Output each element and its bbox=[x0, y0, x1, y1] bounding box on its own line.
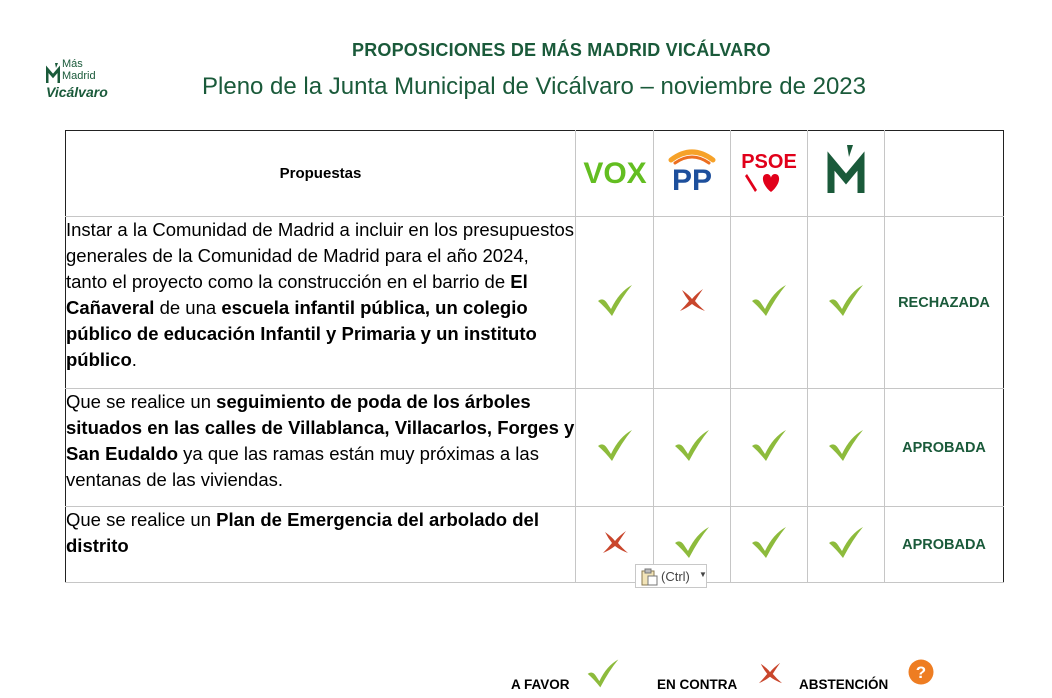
chevron-down-icon: ▼ bbox=[699, 570, 707, 579]
table-header-row bbox=[66, 131, 1004, 217]
vote-vox bbox=[576, 217, 654, 389]
proposal-text-part: Instar a la Comunidad de Madrid a incluir en los presupuestos generales de la Comunidad de Madrid para el año 2024, tanto el proyecto como la construcción en el barrio de bbox=[66, 219, 575, 292]
vote-mas-madrid bbox=[808, 507, 885, 583]
logo-line-madrid: Madrid bbox=[62, 70, 96, 82]
proposal-text-part: de una bbox=[154, 297, 222, 318]
check-icon bbox=[595, 428, 635, 462]
cross-icon bbox=[677, 287, 707, 313]
legend-cross-icon bbox=[756, 661, 784, 685]
proposal-text-part: ya que las ramas están muy próximas a las ventanas de las viviendas. bbox=[66, 443, 539, 490]
check-icon bbox=[749, 283, 789, 317]
proposals-table bbox=[65, 130, 1004, 583]
check-icon bbox=[672, 428, 712, 462]
result-badge: RECHAZADA bbox=[885, 217, 1004, 389]
mas-madrid-logo-icon bbox=[46, 62, 60, 84]
vote-mas-madrid bbox=[808, 389, 885, 507]
cross-icon bbox=[600, 529, 630, 555]
document-title: PROPOSICIONES DE MÁS MADRID VICÁLVARO bbox=[352, 40, 771, 60]
clipboard-icon bbox=[640, 568, 658, 586]
svg-text:PP: PP bbox=[671, 164, 713, 196]
svg-text:PSOE: PSOE bbox=[741, 151, 797, 173]
paste-options-button[interactable] bbox=[635, 564, 707, 588]
logo-line-vicalvaro: Vicálvaro bbox=[46, 84, 108, 100]
svg-text:?: ? bbox=[915, 663, 927, 682]
vote-vox bbox=[576, 389, 654, 507]
document-subtitle: Pleno de la Junta Municipal de Vicálvaro – noviembre de 2023 bbox=[202, 73, 866, 100]
proposal-text-part: . bbox=[131, 349, 137, 370]
proposal-text-part: Que se realice un bbox=[66, 509, 217, 530]
proposal-text-bold: escuela infantil pública, un colegio público de educación Infantil y Primaria y un instituto público bbox=[66, 297, 537, 370]
legend-check-icon bbox=[585, 657, 621, 689]
table-row bbox=[66, 389, 1004, 507]
vote-psoe bbox=[731, 389, 808, 507]
proposal-text bbox=[66, 507, 576, 583]
vote-psoe bbox=[731, 507, 808, 583]
mas-madrid-party-logo-icon bbox=[821, 143, 871, 199]
table-row bbox=[66, 507, 1004, 583]
proposal-text-part: Que se realice un bbox=[66, 391, 217, 412]
vox-logo-icon bbox=[582, 154, 648, 188]
result-badge: APROBADA bbox=[885, 389, 1004, 507]
check-icon bbox=[826, 283, 866, 317]
vote-psoe bbox=[731, 217, 808, 389]
result-badge: APROBADA bbox=[885, 507, 1004, 583]
legend-abstencion-label: ABSTENCIÓN bbox=[799, 677, 889, 692]
check-icon bbox=[749, 428, 789, 462]
psoe-logo-icon bbox=[739, 146, 799, 196]
proposals-header: Propuestas bbox=[66, 131, 576, 217]
mas-madrid-vicalvaro-logo bbox=[46, 58, 126, 108]
proposal-text-bold: seguimiento de poda de los árboles situados en las calles de Villablanca, Villacarlos, Forges y San Eudaldo bbox=[66, 391, 575, 464]
vote-pp bbox=[654, 389, 731, 507]
pp-logo-icon bbox=[659, 146, 725, 196]
party-header-mas-madrid bbox=[808, 131, 885, 217]
party-header-pp bbox=[654, 131, 731, 217]
proposal-text-bold: Plan de Emergencia del arbolado del distrito bbox=[66, 509, 539, 556]
check-icon bbox=[826, 525, 866, 559]
svg-text:VOX: VOX bbox=[582, 157, 647, 188]
result-header bbox=[885, 131, 1004, 217]
check-icon bbox=[672, 525, 712, 559]
abstention-question-icon bbox=[908, 659, 934, 685]
proposal-text bbox=[66, 389, 576, 507]
party-header-psoe bbox=[731, 131, 808, 217]
legend-favor-label: A FAVOR bbox=[511, 677, 570, 692]
vote-pp bbox=[654, 217, 731, 389]
party-header-vox bbox=[576, 131, 654, 217]
vote-mas-madrid bbox=[808, 217, 885, 389]
proposal-text-bold: El Cañaveral bbox=[66, 271, 528, 318]
legend-contra-label: EN CONTRA bbox=[657, 677, 738, 692]
table-row bbox=[66, 217, 1004, 389]
logo-line-mas: Más bbox=[62, 58, 83, 70]
check-icon bbox=[595, 283, 635, 317]
paste-options-label: (Ctrl) bbox=[661, 569, 690, 584]
proposal-text bbox=[66, 217, 576, 389]
check-icon bbox=[826, 428, 866, 462]
check-icon bbox=[749, 525, 789, 559]
